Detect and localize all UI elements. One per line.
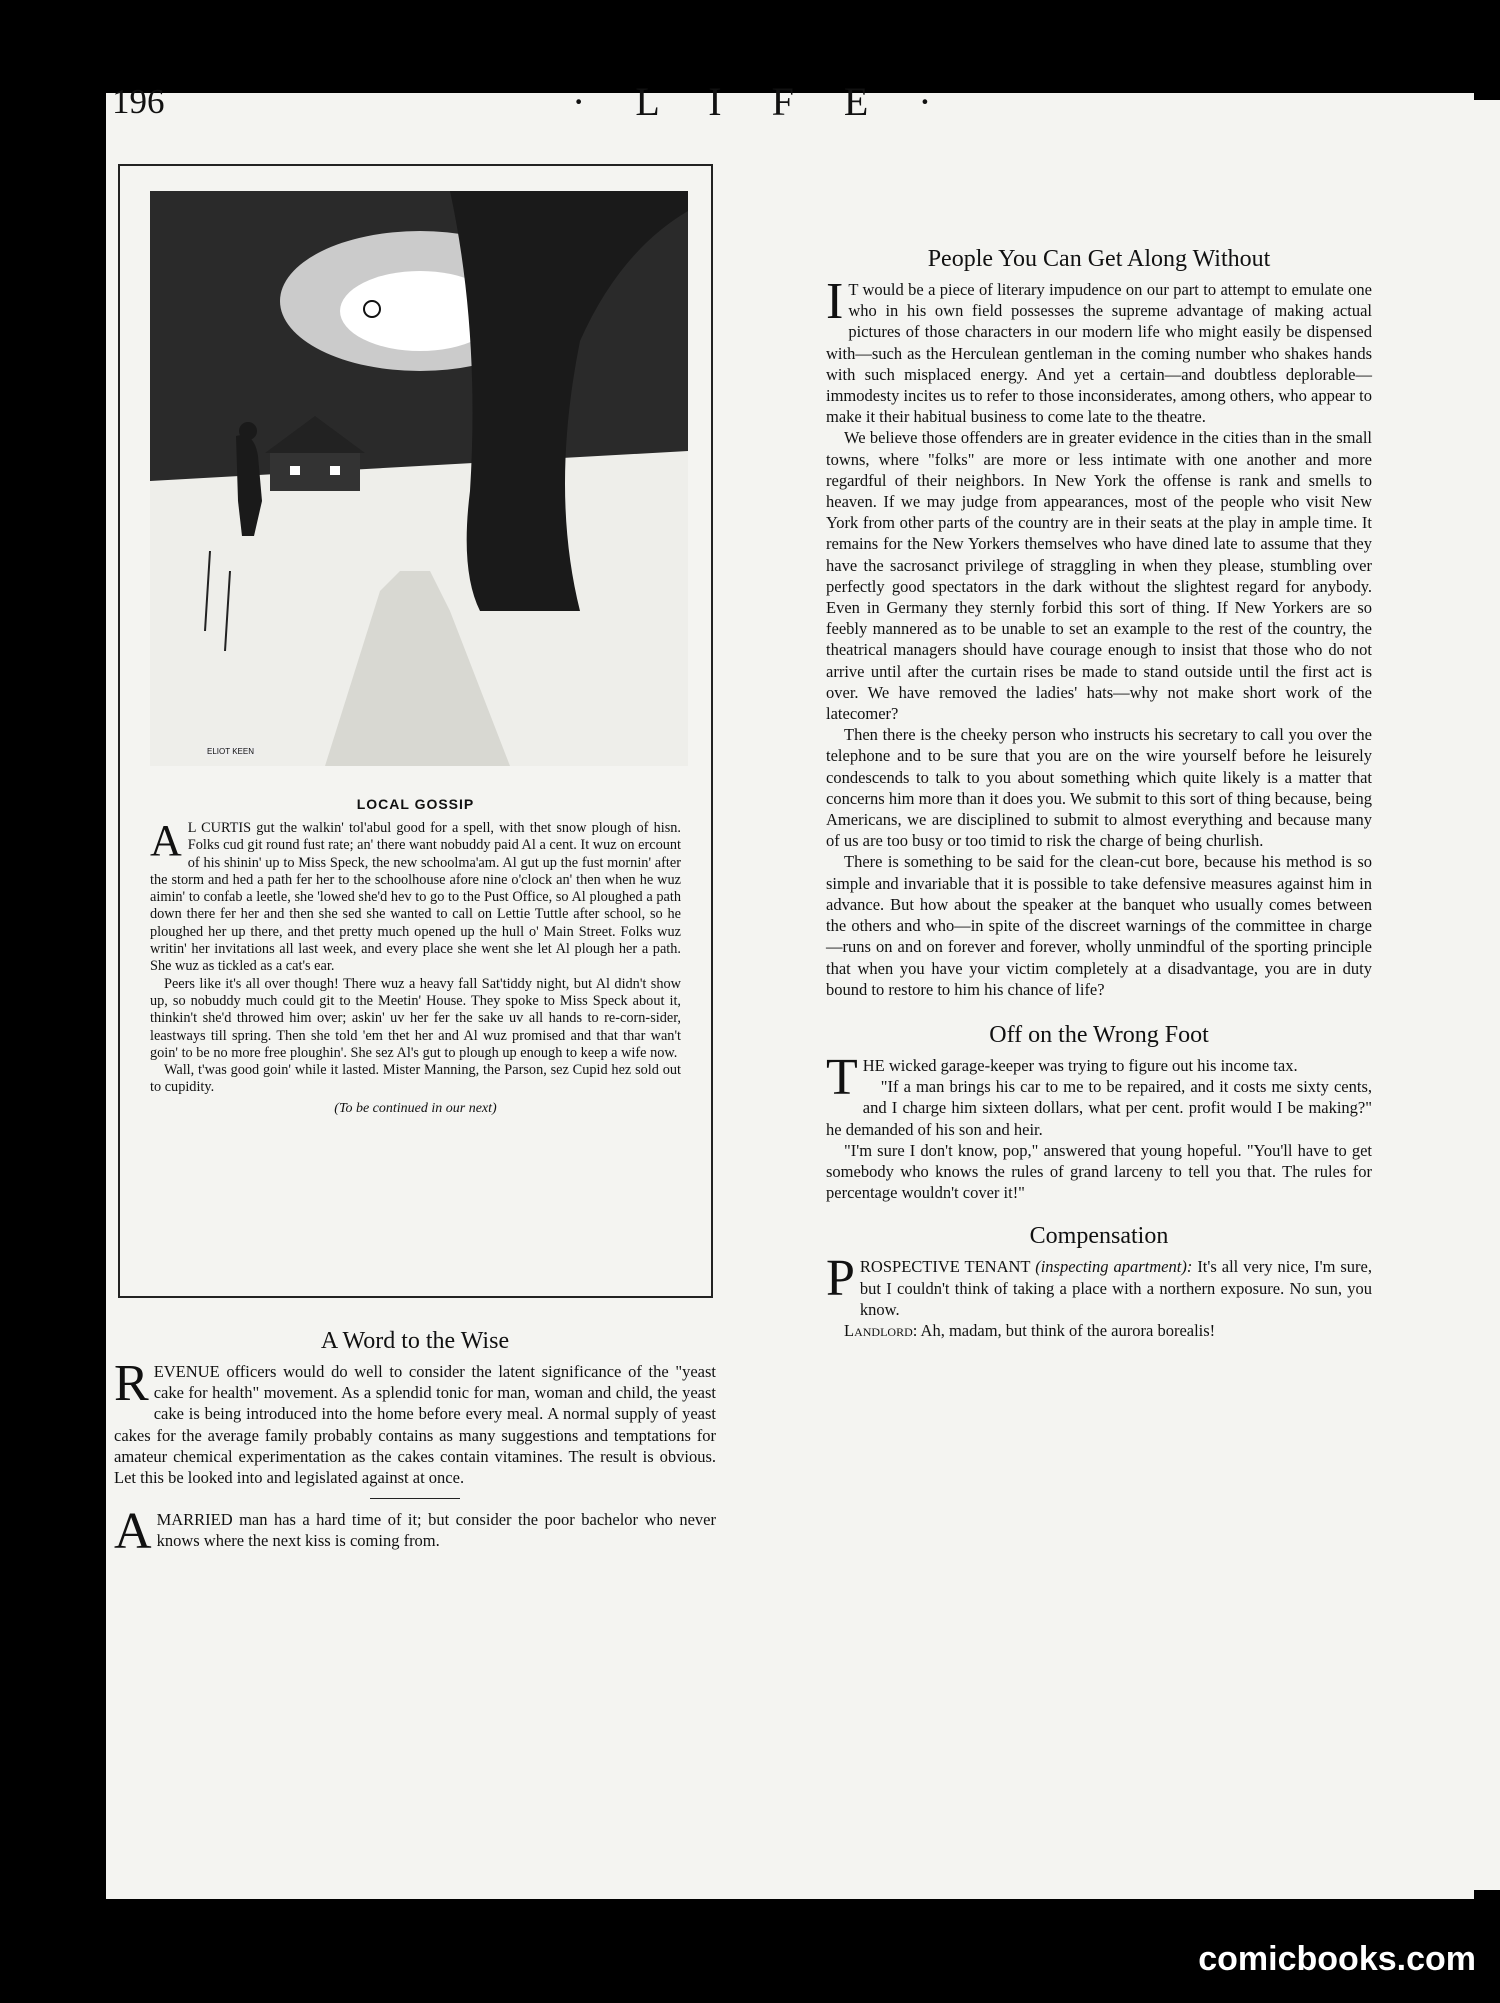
drop-cap: T	[826, 1048, 858, 1106]
word-to-wise-paragraph-2: MARRIED man has a hard time of it; but consider the poor bachelor who never knows where the next kiss is coming from.	[156, 1510, 716, 1551]
gossip-paragraph-1: L CURTIS gut the walkin' tol'abul good for a spell, with thet snow plough of hisn. Folks cud git round fust rate; an' there want nobuddy paid Al a cent. It wuz on ercount of his shinin' up to Miss Speck, the new schoolma'am. Al gut up the fust mornin' after the storm and hed a path fer her to the schoolhouse afore nine o'clock an' then when he wuz aimin' to confab a leetle, she 'lowed she'd hev to go to the Pust Office, so Al ploughed a path down there fer her and then she sed she wanted to call on Lettie Tuttle after school, so he ploughed her up there, and thet pretty much opened up the hull o' Main Street. Folks wuz writin' her invitations all last week, and every place she went she let Al plough her a path. She wuz as tickled as a cat's ear.	[150, 820, 681, 975]
gossip-paragraph-3: Wall, t'was good goin' while it lasted. Mister Manning, the Parson, sez Cupid hez sold out to cupidity.	[150, 1062, 681, 1096]
compensation-title: Compensation	[1029, 1223, 1169, 1250]
next-page-edge	[1461, 100, 1500, 1890]
divider-rule	[370, 1498, 460, 1499]
people-paragraph-1: T would be a piece of literary impudence on our part to attempt to emulate one who in his own field possesses the supreme advantage of making actual pictures of those characters in our modern life who might easily be dispensed with—such as the Herculean gentleman in the coming number who shakes hands with such misplaced energy. And yet a certain—and doubtless deplorable—immodesty incites us to refer to those inconsiderates, among others, who appear to make it their habitual business to come late to the theatre.	[826, 280, 1372, 427]
drop-cap: A	[150, 816, 182, 865]
left-column	[114, 164, 804, 1561]
people-paragraph-4: There is something to be said for the clean-cut bore, because his method is so simple and invariable that it is possible to take defensive measures against him in advance. But how about the speaker at the banquet who usually comes between the others and who—in spite of the discreet warnings of the committee in charge—runs on and on forever and forever, wholly unmindful of the sporting principle that when you have your victim completely at a disadvantage, you are in duty bound to restore to him his chance of life?	[826, 852, 1372, 999]
wrong-foot-paragraph-1: HE wicked garage-keeper was trying to figure out his income tax.	[862, 1055, 1298, 1075]
local-gossip-box	[118, 164, 713, 1298]
compensation-article	[826, 1223, 1372, 1341]
illustration-signature: ELIOT KEEN	[207, 747, 254, 756]
word-to-wise-title: A Word to the Wise	[320, 1328, 510, 1354]
wrong-foot-title: Off on the Wrong Foot	[989, 1021, 1209, 1048]
drop-cap: P	[826, 1250, 855, 1308]
wrong-foot-article	[826, 1022, 1372, 1203]
drop-cap: A	[114, 1503, 152, 1561]
site-watermark: comicbooks.com	[1198, 1940, 1476, 1978]
drop-cap: R	[114, 1355, 149, 1412]
people-paragraph-2: We believe those offenders are in greater evidence in the cities than in the small towns, where "folks" are more or less intimate with one another and more regardful of their neighbors. In New York the offense is rank and smells to heaven. If we may judge from appearances, most of the people who visit New York from other parts of the country are in their seats at the play in ample time. It remains for the New Yorkers themselves who have dined late to assume that they have the sacrosanct privilege of straggling in when they please, stumbling over perfectly good spectators in the dark without the slightest regard for anybody. Even in Germany they sternly forbid this sort of thing. If New Yorkers are so feebly mannered as to be unable to set an example to the rest of the country, the theatrical managers should have courage enough to insist that those who do not arrive until after the curtain rises be made to stand outside until the first act is over. We have removed the ladies' hats—why not make short work of the latecomer?	[826, 428, 1372, 724]
masthead: · L I F E ·	[572, 79, 952, 124]
wrong-foot-paragraph-3: "I'm sure I don't know, pop," answered that young hopeful. "You'll have to get somebody who knows the rules of grand larceny to tell you that. The rules for percentage wouldn't cover it!"	[826, 1140, 1372, 1203]
word-to-wise-paragraph-1: EVENUE officers would do well to consider the latent significance of the "yeast cake for health" movement. As a splendid tonic for man, woman and child, the yeast cake is being introduced into the home before every meal. A normal supply of yeast cakes for the average family probably contains as many suggestions and temptations for amateur chemical experimentation as the cakes contain vitamines. The result is obvious. Let this be looked into and legislated against at once.	[114, 1362, 716, 1488]
compensation-paragraph-1: It's all very nice, I'm sure, but I couldn't think of taking a place with a northern exposure. No sun, you know.	[859, 1257, 1373, 1319]
page-header	[0, 79, 1500, 142]
people-article	[826, 246, 1372, 1000]
illustration-drawing	[150, 191, 688, 766]
word-to-wise-article	[114, 1328, 716, 1561]
right-column	[826, 164, 1372, 1341]
gossip-paragraph-2: Peers like it's all over though! There wuz a heavy fall Sat'tiddy night, but Al didn't show up, so nobuddy much could git to the Meetin' House. They spoke to Miss Speck about it, thinkin't she'd throwed him over; askin' uv her fer the sake uv all hands to re-corn-sider, leastways till spring. Then she told 'em thet her and Al wuz promised and that thar wan't goin' to be no more free ploughin'. She sez Al's gut to plough up enough to keep a wife now.	[150, 975, 681, 1061]
local-gossip-title: LOCAL GOSSIP	[356, 796, 475, 812]
continued-note: (To be continued in our next)	[334, 1100, 497, 1116]
stage-direction: (inspecting apartment):	[1035, 1257, 1193, 1277]
local-gossip-text	[150, 816, 681, 1117]
compensation-speaker-2: Landlord:	[844, 1320, 918, 1340]
snow-path-illustration	[150, 191, 688, 766]
people-paragraph-3: Then there is the cheeky person who instructs his secretary to call you over the telephone and to be sure that you are on the wire yourself before he leisurely condescends to talk to you about something which quite likely is a matter that concerns him more than it does you. We submit to this sort of thing because, being Americans, we are disciplined to submit to almost everything and because many of us are too busy or too timid to risk the charge of being churlish.	[826, 725, 1372, 851]
compensation-paragraph-2: Ah, madam, but think of the aurora borealis!	[920, 1320, 1216, 1340]
page-number: 196	[112, 82, 165, 121]
people-title: People You Can Get Along Without	[927, 246, 1271, 272]
compensation-speaker-1: ROSPECTIVE TENANT	[859, 1257, 1031, 1277]
drop-cap: I	[826, 273, 844, 330]
wrong-foot-paragraph-2: "If a man brings his car to me to be repaired, and it costs me sixty cents, and I charge him sixteen dollars, what per cent. profit would I be making?" he demanded of his son and heir.	[826, 1077, 1372, 1139]
